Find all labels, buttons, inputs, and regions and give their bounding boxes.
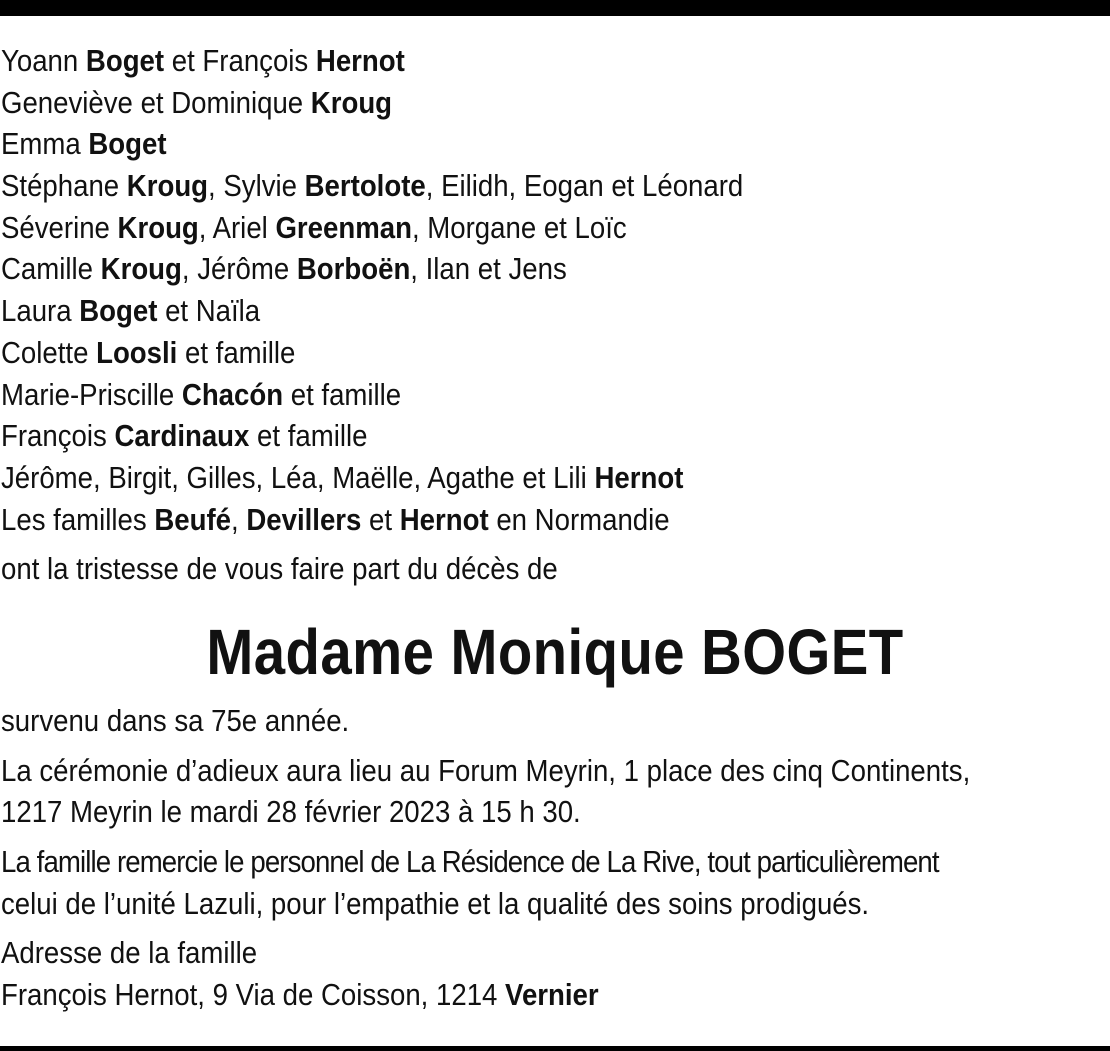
name-text: François [1, 418, 115, 454]
details-block [1, 700, 970, 1016]
surname: Devillers [246, 501, 362, 537]
surname: Borboën [296, 251, 411, 287]
address-city: Vernier [505, 977, 599, 1013]
signatory-line [1, 123, 987, 165]
name-text: , Jérôme [181, 251, 297, 287]
name-text: et [361, 501, 400, 537]
name-text: , Eilidh, Eogan et Léonard [425, 168, 744, 204]
surname: Hernot [399, 501, 489, 537]
address-line [1, 974, 970, 1016]
deceased-name-heading: Madame Monique BOGET [206, 616, 904, 688]
name-text: , Morgane et Loïc [411, 209, 627, 245]
name-text: et François [164, 43, 316, 78]
signatory-line [1, 332, 987, 374]
surname: Beufé [154, 501, 232, 537]
ceremony-line-2: 1217 Meyrin le mardi 28 février 2023 à 15 h 30. [1, 794, 581, 830]
signatory-line [1, 165, 987, 207]
surname: Hernot [594, 459, 684, 495]
name-text: Camille [1, 251, 101, 287]
signatories-block [1, 40, 987, 590]
name-text: Les familles [1, 501, 155, 537]
top-border-rule [0, 0, 1110, 16]
announcement-text: ont la tristesse de vous faire part du décès de [1, 551, 558, 587]
surname: Kroug [310, 84, 393, 120]
name-text: Séverine [1, 209, 118, 245]
surname: Cardinaux [114, 418, 250, 454]
thanks-line-2: celui de l’unité Lazuli, pour l’empathie et la qualité des soins prodigués. [1, 885, 870, 921]
signatory-line [1, 248, 987, 290]
surname: Boget [85, 43, 165, 78]
address-street: François Hernot, 9 Via de Coisson, 1214 [1, 977, 506, 1013]
name-text: Laura [1, 293, 80, 329]
signatory-line [1, 415, 987, 457]
signatory-line [1, 207, 987, 249]
surname: Bertolote [304, 168, 426, 204]
signatory-line [1, 374, 987, 416]
surname: Kroug [100, 251, 182, 287]
name-text: Emma [1, 126, 89, 162]
name-text: et famille [177, 334, 296, 370]
bottom-border-rule [0, 1046, 1110, 1051]
thanks-line-1: La famille remercie le personnel de La Résidence de La Rive, tout particulièrement [1, 844, 939, 880]
name-text: et Naïla [157, 293, 261, 329]
name-text: Marie-Priscille [1, 376, 182, 412]
signatory-line [1, 457, 987, 499]
name-text: Yoann [1, 43, 86, 78]
name-text: , Sylvie [208, 168, 305, 204]
name-text: , [231, 501, 247, 537]
name-text: Stéphane [1, 168, 127, 204]
name-text: Colette [1, 334, 97, 370]
ceremony-line-1: La cérémonie d’adieux aura lieu au Forum Meyrin, 1 place des cinq Continents, [1, 752, 971, 788]
name-text: et famille [249, 418, 368, 454]
surname: Boget [88, 126, 167, 162]
name-text: Jérôme, Birgit, Gilles, Léa, Maëlle, Agathe et Lili [1, 459, 595, 495]
age-line: survenu dans sa 75e année. [1, 703, 350, 738]
name-text: , Ariel [198, 209, 276, 245]
signatories-list [1, 40, 987, 540]
surname: Kroug [126, 168, 209, 204]
signatory-line [1, 82, 987, 124]
name-text: Geneviève et Dominique [1, 84, 311, 120]
signatory-line [1, 40, 987, 82]
surname: Greenman [275, 209, 412, 245]
name-text: , Ilan et Jens [410, 251, 567, 287]
signatory-line [1, 290, 987, 332]
surname: Loosli [96, 334, 178, 370]
surname: Kroug [117, 209, 199, 245]
surname: Chacón [181, 376, 284, 412]
surname: Hernot [315, 43, 405, 78]
address-label: Adresse de la famille [1, 935, 258, 971]
name-text: et famille [283, 376, 402, 412]
surname: Boget [79, 293, 158, 329]
name-text: en Normandie [488, 501, 670, 537]
signatory-line [1, 499, 987, 541]
